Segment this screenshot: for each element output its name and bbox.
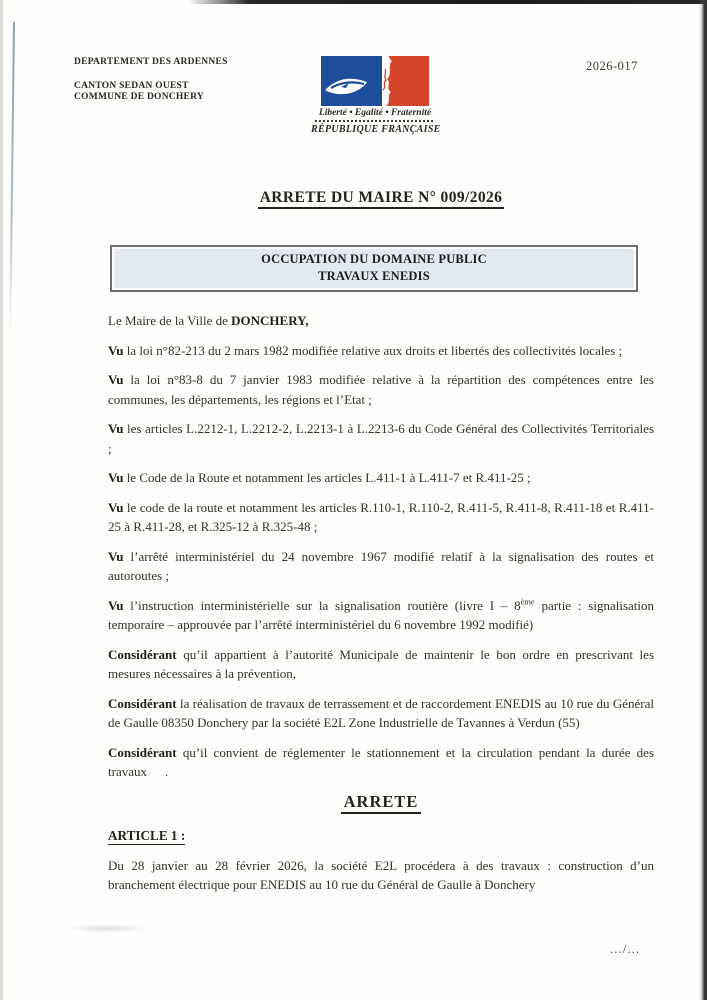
considerant-text: la réalisation de travaux de terrassement et de raccordement ENEDIS au 10 rue du Général de Gaulle 08350 Donchery par la société E2L Zone Industrielle de Tavannes à Verdun (55) bbox=[108, 695, 654, 730]
republique-francaise-logo bbox=[311, 56, 439, 135]
vu-text: la loi n°82-213 du 2 mars 1982 modifiée relative aux droits et libertés des collectivités locales ; bbox=[126, 342, 623, 358]
vu-superscript: ème bbox=[520, 596, 535, 607]
article-1-heading-text: ARTICLE 1 : bbox=[108, 828, 186, 843]
stray-period: . bbox=[164, 764, 169, 779]
logo-republic-name: RÉPUBLIQUE FRANÇAISE bbox=[311, 124, 441, 135]
recital-vu-7 bbox=[108, 596, 654, 635]
recital-considerant-3 bbox=[108, 743, 654, 782]
subject-line-1: OCCUPATION DU DOMAINE PUBLIC bbox=[261, 252, 487, 266]
vu-text: les articles L.2212-1, L.2212-2, L.2213-1 à L.2213-6 du Code Général des Collectivités Territoriales ; bbox=[108, 421, 654, 456]
considerant-lead: Considérant bbox=[108, 646, 177, 662]
vu-lead: Vu bbox=[108, 421, 124, 436]
commune-name: COMMUNE DE DONCHERY bbox=[74, 92, 205, 102]
recital-vu-6 bbox=[108, 547, 654, 586]
article-1-heading bbox=[108, 826, 654, 846]
vu-text: partie : signalisation temporaire – approuvée par l’arrêté interministériel du 6 novembre 1992 modifié) bbox=[108, 597, 654, 632]
document-title: ARRETE DU MAIRE N° 009/2026 bbox=[258, 189, 505, 209]
intro-text: Le Maire de la Ville de bbox=[108, 313, 232, 328]
vu-text: l’arrêté interministériel du 24 novembre 1967 modifié relatif à la signalisation des routes et autoroutes ; bbox=[108, 548, 654, 583]
subject-box bbox=[110, 245, 638, 292]
considerant-lead: Considérant bbox=[108, 695, 177, 711]
recital-considerant-2 bbox=[108, 694, 654, 733]
subject-line-2: TRAVAUX ENEDIS bbox=[318, 268, 430, 283]
recital-vu-5 bbox=[108, 498, 654, 537]
subject-box-inner bbox=[114, 249, 634, 288]
marianne-logo-image bbox=[318, 56, 432, 106]
vu-lead: Vu bbox=[108, 499, 124, 515]
decree-body bbox=[108, 311, 654, 895]
continuation-mark: .../... bbox=[610, 941, 641, 956]
scan-artifact-top-edge bbox=[188, 0, 707, 4]
arrete-heading-wrap bbox=[108, 792, 654, 813]
considerant-text: qu’il appartient à l’autorité Municipale de maintenir le bon ordre en prescrivant les mesures nécessaires à la prévention, bbox=[108, 646, 655, 681]
considerant-text: qu’il convient de réglementer le stationnement et la circulation pendant la durée des travaux bbox=[108, 744, 654, 779]
vu-text: le code de la route et notamment les articles R.110-1, R.110-2, R.411-5, R.411-8, R.411-18 et R.411-25 à R.411-28, et R.325-12 à R.325-48 ; bbox=[108, 499, 654, 534]
intro-commune-bold: DONCHERY, bbox=[231, 313, 309, 328]
vu-lead: Vu bbox=[108, 548, 124, 564]
canton-name: CANTON SEDAN OUEST bbox=[74, 80, 189, 91]
vu-lead: Vu bbox=[108, 372, 124, 387]
vu-lead: Vu bbox=[108, 342, 124, 358]
recital-vu-2 bbox=[108, 370, 654, 409]
scan-artifact-fold-line bbox=[9, 22, 14, 334]
recital-vu-3 bbox=[108, 419, 654, 458]
arrete-heading: ARRETE bbox=[341, 792, 422, 814]
recital-vu-1 bbox=[108, 341, 654, 361]
vu-lead: Vu bbox=[108, 470, 124, 485]
logo-motto: Liberté • Egalité • Fraternité bbox=[318, 108, 432, 118]
issuing-authority-block bbox=[74, 57, 228, 104]
vu-text: la loi n°83-8 du 7 janvier 1983 modifiée relative à la répartition des compétences entre les communes, les départements, les régions et l’Etat ; bbox=[108, 372, 654, 407]
vu-text: l’instruction interministérielle sur la signalisation routière (livre I – 8 bbox=[130, 597, 521, 613]
reference-number: 2026-017 bbox=[586, 59, 638, 73]
document-title-wrap bbox=[108, 189, 654, 207]
article-1-text: Du 28 janvier au 28 février 2026, la société E2L procédera à des travaux : construction d’un branchement électrique pour ENEDIS au 10 rue du Général de Gaulle à Donchery bbox=[108, 857, 654, 892]
considerant-lead: Considérant bbox=[108, 744, 177, 760]
scan-artifact-right-edge bbox=[698, 0, 707, 1000]
recital-considerant-1 bbox=[108, 645, 654, 684]
vu-text: le Code de la Route et notamment les articles L.411-1 à L.411-7 et R.411-25 ; bbox=[126, 470, 531, 485]
logo-separator bbox=[315, 120, 435, 122]
intro-paragraph bbox=[108, 311, 654, 331]
scan-artifact-left-edge bbox=[0, 0, 3, 1000]
department-name: DEPARTEMENT DES ARDENNES bbox=[74, 57, 228, 67]
vu-lead: Vu bbox=[108, 597, 124, 613]
recital-vu-4 bbox=[108, 468, 654, 488]
scan-artifact-smudge bbox=[68, 924, 146, 933]
